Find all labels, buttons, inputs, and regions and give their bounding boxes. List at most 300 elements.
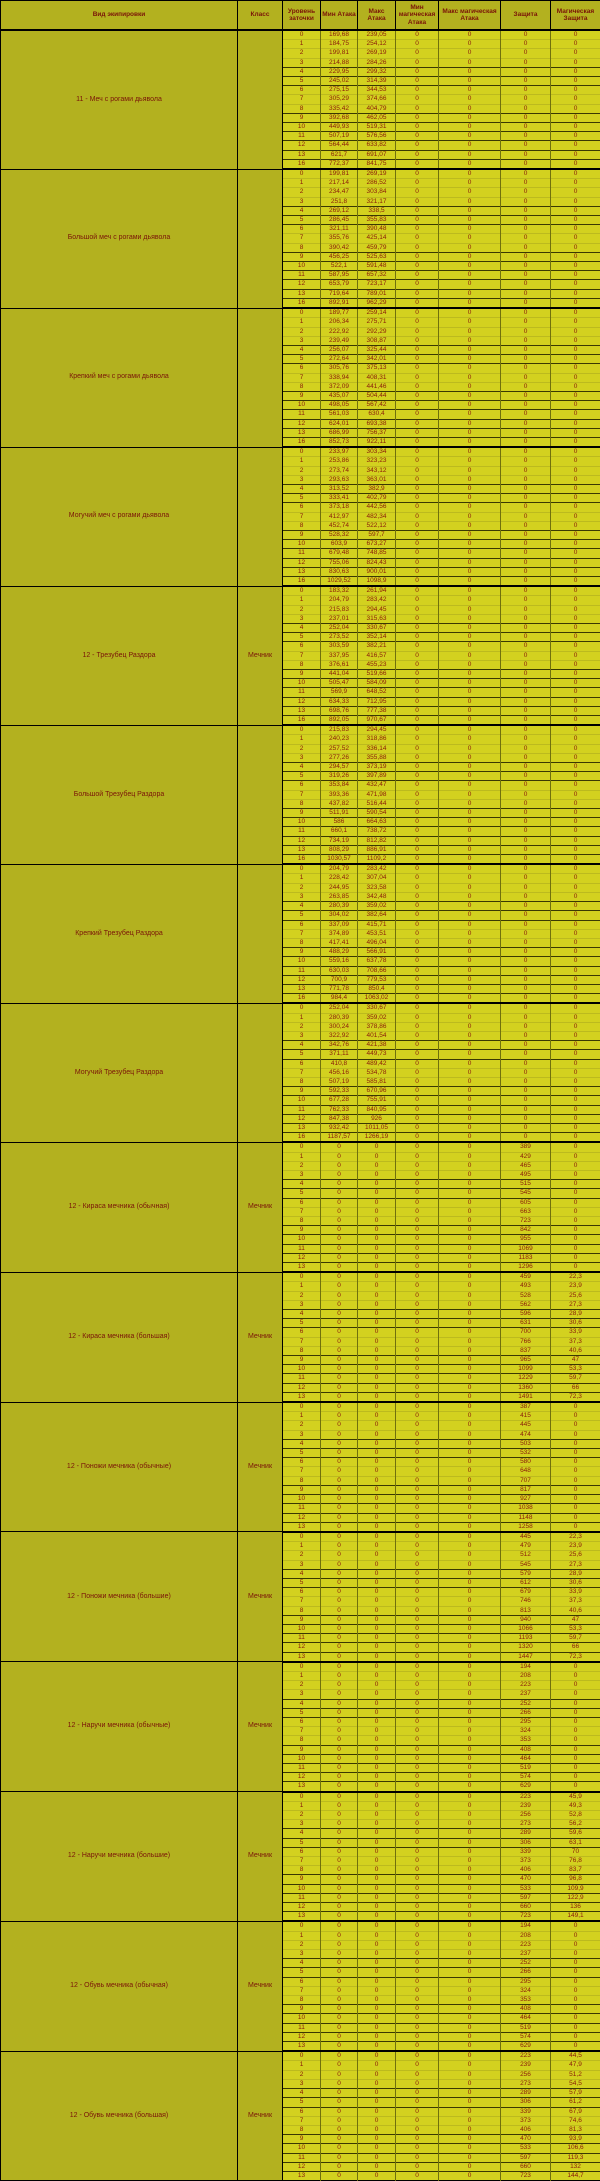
- stat-cell-enchant-level: 13: [283, 1652, 321, 1662]
- stat-cell-min-attack: 215,83: [321, 605, 358, 614]
- stat-cell-min-magic-attack: 0: [396, 1337, 439, 1346]
- stat-cell-min-magic-attack: 0: [396, 132, 439, 141]
- stat-cell-magic-defense: 0: [551, 1950, 600, 1959]
- stat-cell-max-magic-attack: 0: [439, 410, 501, 419]
- stat-cell-max-magic-attack: 0: [439, 855, 501, 865]
- stat-cell-defense: 723: [501, 2171, 551, 2180]
- stat-cell-defense: 813: [501, 1606, 551, 1615]
- stat-cell-max-attack: 0: [358, 1578, 396, 1587]
- item-class-cell: Мечник: [238, 1532, 283, 1662]
- stat-cell-defense: 0: [501, 1022, 551, 1031]
- stat-cell-defense: 0: [501, 49, 551, 58]
- stat-cell-defense: 0: [501, 58, 551, 67]
- stat-cell-enchant-level: 16: [283, 576, 321, 586]
- stat-cell-magic-defense: 0: [551, 437, 600, 447]
- stat-cell-min-attack: 0: [321, 1513, 358, 1522]
- item-name-cell: Крепкий Трезубец Раздора: [1, 864, 238, 1003]
- stat-cell-defense: 0: [501, 809, 551, 818]
- stat-cell-defense: 0: [501, 651, 551, 660]
- stat-cell-min-magic-attack: 0: [396, 1383, 439, 1392]
- stat-cell-magic-defense: 53,3: [551, 1365, 600, 1374]
- stat-cell-enchant-level: 8: [283, 660, 321, 669]
- stat-cell-defense: 0: [501, 614, 551, 623]
- stat-cell-magic-defense: 0: [551, 216, 600, 225]
- stat-cell-min-attack: 507,19: [321, 132, 358, 141]
- stat-cell-defense: 1447: [501, 1652, 551, 1662]
- stat-cell-max-attack: 0: [358, 1170, 396, 1179]
- stat-cell-min-attack: 586: [321, 818, 358, 827]
- stat-cell-max-attack: 330,67: [358, 1003, 396, 1013]
- stat-cell-min-attack: 0: [321, 1300, 358, 1309]
- stat-cell-defense: 0: [501, 818, 551, 827]
- stat-cell-enchant-level: 7: [283, 95, 321, 104]
- stat-cell-min-attack: 0: [321, 2014, 358, 2023]
- stat-cell-enchant-level: 12: [283, 2032, 321, 2041]
- stat-cell-max-attack: 0: [358, 2023, 396, 2032]
- stat-cell-max-attack: 359,02: [358, 902, 396, 911]
- stat-cell-min-attack: 222,92: [321, 327, 358, 336]
- stat-cell-magic-defense: 0: [551, 271, 600, 280]
- stat-cell-min-magic-attack: 0: [396, 1310, 439, 1319]
- stat-cell-min-magic-attack: 0: [396, 1829, 439, 1838]
- stat-cell-min-magic-attack: 0: [396, 1977, 439, 1986]
- stat-cell-min-magic-attack: 0: [396, 1847, 439, 1856]
- stat-cell-magic-defense: 0: [551, 30, 600, 40]
- stat-cell-min-attack: 559,16: [321, 957, 358, 966]
- stat-cell-enchant-level: 2: [283, 49, 321, 58]
- stat-cell-max-attack: 0: [358, 1282, 396, 1291]
- stat-cell-defense: 0: [501, 216, 551, 225]
- stat-cell-magic-defense: 0: [551, 86, 600, 95]
- stat-cell-magic-defense: 0: [551, 790, 600, 799]
- stat-cell-enchant-level: 8: [283, 1606, 321, 1615]
- stat-cell-max-magic-attack: 0: [439, 289, 501, 298]
- stat-cell-max-magic-attack: 0: [439, 1235, 501, 1244]
- stat-cell-max-attack: 886,91: [358, 845, 396, 854]
- stat-cell-enchant-level: 2: [283, 1421, 321, 1430]
- stat-cell-max-magic-attack: 0: [439, 1588, 501, 1597]
- stat-cell-min-attack: 0: [321, 1652, 358, 1662]
- stat-cell-min-attack: 0: [321, 1578, 358, 1587]
- stat-cell-max-magic-attack: 0: [439, 2014, 501, 2023]
- stat-cell-magic-defense: 0: [551, 2042, 600, 2052]
- stat-cell-max-attack: 0: [358, 2125, 396, 2134]
- stat-cell-min-attack: 0: [321, 1754, 358, 1763]
- stat-cell-max-magic-attack: 0: [439, 2098, 501, 2107]
- stat-cell-min-attack: 393,36: [321, 790, 358, 799]
- stat-cell-defense: 223: [501, 1792, 551, 1802]
- stat-cell-magic-defense: 0: [551, 576, 600, 586]
- stat-cell-min-magic-attack: 0: [396, 113, 439, 122]
- stat-cell-min-magic-attack: 0: [396, 957, 439, 966]
- stat-cell-max-attack: 0: [358, 1811, 396, 1820]
- stat-cell-max-attack: 0: [358, 1597, 396, 1606]
- stat-cell-min-magic-attack: 0: [396, 475, 439, 484]
- stat-cell-min-magic-attack: 0: [396, 1402, 439, 1412]
- stat-cell-max-magic-attack: 0: [439, 614, 501, 623]
- stat-cell-min-magic-attack: 0: [396, 2116, 439, 2125]
- stat-cell-min-magic-attack: 0: [396, 1717, 439, 1726]
- stat-cell-enchant-level: 13: [283, 845, 321, 854]
- stat-cell-min-attack: 0: [321, 1319, 358, 1328]
- stat-cell-max-magic-attack: 0: [439, 1884, 501, 1893]
- stat-cell-min-attack: 0: [321, 1467, 358, 1476]
- stat-cell-defense: 353: [501, 1736, 551, 1745]
- stat-cell-max-magic-attack: 0: [439, 1392, 501, 1402]
- stat-cell-max-magic-attack: 0: [439, 929, 501, 938]
- stat-cell-max-magic-attack: 0: [439, 95, 501, 104]
- stat-cell-max-attack: 824,43: [358, 558, 396, 567]
- stat-cell-max-attack: 0: [358, 2032, 396, 2041]
- stat-cell-min-attack: 0: [321, 1226, 358, 1235]
- stat-cell-enchant-level: 12: [283, 1383, 321, 1392]
- stat-cell-enchant-level: 16: [283, 298, 321, 308]
- stat-cell-defense: 0: [501, 1041, 551, 1050]
- stat-cell-max-attack: 401,54: [358, 1031, 396, 1040]
- stat-cell-max-attack: 567,42: [358, 401, 396, 410]
- stat-cell-max-attack: 0: [358, 1522, 396, 1532]
- stat-cell-min-attack: 771,78: [321, 984, 358, 993]
- stat-cell-max-attack: 0: [358, 1624, 396, 1633]
- stat-cell-magic-defense: 0: [551, 1504, 600, 1513]
- stat-cell-enchant-level: 6: [283, 1847, 321, 1856]
- stat-cell-max-attack: 323,23: [358, 457, 396, 466]
- stat-cell-min-attack: 0: [321, 1551, 358, 1560]
- stat-cell-max-magic-attack: 0: [439, 1811, 501, 1820]
- stat-cell-min-magic-attack: 0: [396, 651, 439, 660]
- stat-cell-min-magic-attack: 0: [396, 150, 439, 159]
- stat-cell-defense: 0: [501, 419, 551, 428]
- stat-cell-enchant-level: 3: [283, 2079, 321, 2088]
- stat-cell-enchant-level: 12: [283, 1773, 321, 1782]
- stat-cell-defense: 0: [501, 753, 551, 762]
- stat-cell-max-magic-attack: 0: [439, 1485, 501, 1494]
- stat-cell-defense: 415: [501, 1412, 551, 1421]
- stat-cell-magic-defense: 61,2: [551, 2098, 600, 2107]
- stat-cell-max-magic-attack: 0: [439, 845, 501, 854]
- stat-cell-min-magic-attack: 0: [396, 1170, 439, 1179]
- stat-cell-max-attack: 576,56: [358, 132, 396, 141]
- stat-cell-defense: 0: [501, 1087, 551, 1096]
- stat-cell-min-magic-attack: 0: [396, 1244, 439, 1253]
- stat-cell-max-magic-attack: 0: [439, 58, 501, 67]
- stat-cell-max-attack: 459,79: [358, 243, 396, 252]
- stat-cell-min-attack: 456,16: [321, 1068, 358, 1077]
- stat-cell-enchant-level: 1: [283, 179, 321, 188]
- stat-cell-min-attack: 830,63: [321, 567, 358, 576]
- stat-cell-max-attack: 425,14: [358, 234, 396, 243]
- stat-cell-max-attack: 390,48: [358, 225, 396, 234]
- stat-cell-min-magic-attack: 0: [396, 484, 439, 493]
- stat-cell-enchant-level: 10: [283, 262, 321, 271]
- stat-cell-enchant-level: 7: [283, 234, 321, 243]
- stat-cell-max-attack: 0: [358, 1337, 396, 1346]
- stat-cell-magic-defense: 0: [551, 503, 600, 512]
- stat-cell-magic-defense: 0: [551, 1207, 600, 1216]
- stat-cell-min-magic-attack: 0: [396, 2135, 439, 2144]
- stat-cell-min-magic-attack: 0: [396, 1652, 439, 1662]
- stat-cell-enchant-level: 13: [283, 289, 321, 298]
- stat-cell-enchant-level: 10: [283, 818, 321, 827]
- stat-cell-min-magic-attack: 0: [396, 1606, 439, 1615]
- stat-cell-enchant-level: 1: [283, 1152, 321, 1161]
- stat-cell-min-magic-attack: 0: [396, 1727, 439, 1736]
- stat-cell-max-attack: 0: [358, 1207, 396, 1216]
- table-row: [1, 308, 600, 318]
- stat-cell-max-magic-attack: 0: [439, 457, 501, 466]
- stat-cell-max-attack: 441,46: [358, 382, 396, 391]
- stat-cell-enchant-level: 6: [283, 1588, 321, 1597]
- stat-cell-min-magic-attack: 0: [396, 1866, 439, 1875]
- stat-cell-enchant-level: 7: [283, 1337, 321, 1346]
- stat-cell-magic-defense: 0: [551, 697, 600, 706]
- stat-cell-max-attack: 0: [358, 1615, 396, 1624]
- stat-cell-defense: 0: [501, 1013, 551, 1022]
- stat-cell-defense: 0: [501, 95, 551, 104]
- stat-cell-defense: 0: [501, 289, 551, 298]
- stat-cell-max-attack: 449,73: [358, 1050, 396, 1059]
- stat-cell-enchant-level: 2: [283, 188, 321, 197]
- stat-cell-max-attack: 0: [358, 1912, 396, 1922]
- stat-cell-enchant-level: 2: [283, 327, 321, 336]
- stat-cell-max-attack: 0: [358, 1708, 396, 1717]
- stat-cell-min-attack: 624,01: [321, 419, 358, 428]
- stat-cell-min-attack: 214,88: [321, 58, 358, 67]
- stat-cell-max-magic-attack: 0: [439, 1875, 501, 1884]
- stat-cell-defense: 528: [501, 1291, 551, 1300]
- stat-cell-enchant-level: 8: [283, 243, 321, 252]
- stat-cell-magic-defense: 0: [551, 688, 600, 697]
- stat-cell-magic-defense: 0: [551, 1690, 600, 1699]
- stat-cell-enchant-level: 4: [283, 67, 321, 76]
- stat-cell-defense: 746: [501, 1597, 551, 1606]
- stat-cell-magic-defense: 0: [551, 855, 600, 865]
- stat-cell-magic-defense: 0: [551, 1402, 600, 1412]
- stat-cell-max-attack: 0: [358, 1532, 396, 1542]
- stat-cell-defense: 1148: [501, 1513, 551, 1522]
- stat-cell-enchant-level: 3: [283, 1820, 321, 1829]
- stat-cell-max-magic-attack: 0: [439, 1838, 501, 1847]
- stat-cell-enchant-level: 4: [283, 484, 321, 493]
- stat-cell-min-magic-attack: 0: [396, 179, 439, 188]
- stat-cell-enchant-level: 1: [283, 1671, 321, 1680]
- stat-cell-defense: 605: [501, 1198, 551, 1207]
- stat-cell-enchant-level: 5: [283, 494, 321, 503]
- stat-cell-min-attack: 528,32: [321, 530, 358, 539]
- stat-cell-defense: 429: [501, 1152, 551, 1161]
- stat-cell-enchant-level: 13: [283, 984, 321, 993]
- stat-cell-max-magic-attack: 0: [439, 1699, 501, 1708]
- stat-cell-magic-defense: 0: [551, 188, 600, 197]
- stat-cell-min-attack: 449,93: [321, 123, 358, 132]
- stat-cell-magic-defense: 0: [551, 624, 600, 633]
- stat-cell-magic-defense: 54,5: [551, 2079, 600, 2088]
- stat-cell-max-magic-attack: 0: [439, 1272, 501, 1282]
- stat-cell-max-attack: 307,04: [358, 874, 396, 883]
- stat-cell-max-attack: 0: [358, 1792, 396, 1802]
- stat-cell-max-attack: 900,01: [358, 567, 396, 576]
- stat-cell-max-attack: 0: [358, 1365, 396, 1374]
- stat-cell-min-magic-attack: 0: [396, 1013, 439, 1022]
- stat-cell-defense: 464: [501, 2014, 551, 2023]
- stat-cell-min-attack: 0: [321, 1430, 358, 1439]
- stat-cell-min-attack: 204,79: [321, 596, 358, 605]
- stat-cell-max-magic-attack: 0: [439, 30, 501, 40]
- stat-cell-min-attack: 0: [321, 2032, 358, 2041]
- stat-cell-magic-defense: 0: [551, 874, 600, 883]
- stat-cell-max-attack: 0: [358, 1847, 396, 1856]
- stat-cell-magic-defense: 0: [551, 1133, 600, 1143]
- stat-cell-min-attack: 376,61: [321, 660, 358, 669]
- stat-cell-max-magic-attack: 0: [439, 521, 501, 530]
- stat-cell-defense: 0: [501, 466, 551, 475]
- stat-cell-min-magic-attack: 0: [396, 1884, 439, 1893]
- stat-cell-max-attack: 0: [358, 1495, 396, 1504]
- stat-cell-defense: 631: [501, 1319, 551, 1328]
- stat-cell-enchant-level: 0: [283, 1662, 321, 1672]
- stat-cell-defense: 295: [501, 1977, 551, 1986]
- stat-cell-defense: 0: [501, 567, 551, 576]
- stat-cell-max-magic-attack: 0: [439, 2070, 501, 2079]
- stat-cell-max-attack: 0: [358, 2005, 396, 2014]
- stat-cell-min-attack: 0: [321, 1977, 358, 1986]
- stat-cell-magic-defense: 72,3: [551, 1392, 600, 1402]
- stat-cell-min-magic-attack: 0: [396, 735, 439, 744]
- stat-cell-enchant-level: 10: [283, 1495, 321, 1504]
- stat-cell-defense: 0: [501, 892, 551, 901]
- stat-cell-max-attack: 416,57: [358, 651, 396, 660]
- stat-cell-max-attack: 850,4: [358, 984, 396, 993]
- stat-cell-min-attack: 0: [321, 2153, 358, 2162]
- stat-cell-max-attack: 338,5: [358, 206, 396, 215]
- stat-cell-min-magic-attack: 0: [396, 1551, 439, 1560]
- stat-cell-enchant-level: 4: [283, 1180, 321, 1189]
- stat-cell-defense: 0: [501, 447, 551, 457]
- stat-cell-enchant-level: 2: [283, 1681, 321, 1690]
- stat-cell-max-attack: 352,14: [358, 633, 396, 642]
- stat-cell-defense: 237: [501, 1690, 551, 1699]
- stat-cell-max-attack: 0: [358, 1328, 396, 1337]
- stat-cell-magic-defense: 0: [551, 512, 600, 521]
- stat-cell-min-attack: 634,33: [321, 697, 358, 706]
- stat-cell-enchant-level: 8: [283, 1476, 321, 1485]
- stat-cell-magic-defense: 0: [551, 596, 600, 605]
- stat-cell-magic-defense: 0: [551, 994, 600, 1004]
- stat-cell-enchant-level: 3: [283, 1031, 321, 1040]
- stat-cell-max-attack: 0: [358, 1180, 396, 1189]
- stat-cell-min-magic-attack: 0: [396, 994, 439, 1004]
- stat-cell-max-attack: 432,47: [358, 781, 396, 790]
- stat-cell-enchant-level: 13: [283, 1782, 321, 1792]
- col-header-equipment-type: Вид экипировки: [1, 1, 238, 31]
- stat-cell-min-attack: 0: [321, 1690, 358, 1699]
- stat-cell-max-attack: 1063,02: [358, 994, 396, 1004]
- stat-cell-enchant-level: 7: [283, 790, 321, 799]
- stat-cell-defense: 1296: [501, 1263, 551, 1273]
- stat-cell-min-magic-attack: 0: [396, 1950, 439, 1959]
- stat-cell-min-magic-attack: 0: [396, 382, 439, 391]
- stat-cell-max-magic-attack: 0: [439, 1986, 501, 1995]
- stat-cell-max-magic-attack: 0: [439, 364, 501, 373]
- stat-cell-enchant-level: 1: [283, 40, 321, 49]
- item-name-cell: Могучий Трезубец Раздора: [1, 1003, 238, 1142]
- table-row: [1, 1532, 600, 1542]
- stat-cell-min-magic-attack: 0: [396, 586, 439, 596]
- stat-cell-magic-defense: 0: [551, 336, 600, 345]
- stat-cell-min-attack: 441,04: [321, 670, 358, 679]
- stat-cell-magic-defense: 0: [551, 1217, 600, 1226]
- stat-cell-min-attack: 240,23: [321, 735, 358, 744]
- stat-cell-defense: 0: [501, 457, 551, 466]
- stat-cell-max-attack: 0: [358, 1838, 396, 1847]
- stat-cell-enchant-level: 0: [283, 169, 321, 179]
- table-row: [1, 1921, 600, 1931]
- stat-cell-enchant-level: 2: [283, 744, 321, 753]
- stat-cell-min-magic-attack: 0: [396, 1467, 439, 1476]
- stat-cell-defense: 0: [501, 252, 551, 261]
- stat-cell-max-attack: 408,31: [358, 373, 396, 382]
- item-class-cell: Мечник: [238, 1792, 283, 1922]
- stat-cell-min-attack: 253,86: [321, 457, 358, 466]
- stat-cell-max-attack: 283,42: [358, 596, 396, 605]
- stat-cell-min-attack: 0: [321, 1282, 358, 1291]
- stat-cell-min-magic-attack: 0: [396, 892, 439, 901]
- stat-cell-max-attack: 1098,9: [358, 576, 396, 586]
- stat-cell-defense: 194: [501, 1921, 551, 1931]
- stat-cell-max-magic-attack: 0: [439, 512, 501, 521]
- stat-cell-max-magic-attack: 0: [439, 1105, 501, 1114]
- stat-cell-max-magic-attack: 0: [439, 1866, 501, 1875]
- stat-cell-magic-defense: 0: [551, 642, 600, 651]
- stat-cell-enchant-level: 4: [283, 206, 321, 215]
- stat-cell-max-attack: 0: [358, 1346, 396, 1355]
- stat-cell-min-magic-attack: 0: [396, 1189, 439, 1198]
- stat-cell-min-magic-attack: 0: [396, 104, 439, 113]
- stat-cell-enchant-level: 13: [283, 428, 321, 437]
- stat-cell-max-magic-attack: 0: [439, 735, 501, 744]
- stat-cell-min-attack: 280,39: [321, 902, 358, 911]
- stat-cell-min-attack: 0: [321, 1717, 358, 1726]
- stat-cell-magic-defense: 0: [551, 475, 600, 484]
- stat-cell-min-attack: 0: [321, 1189, 358, 1198]
- stat-cell-min-magic-attack: 0: [396, 503, 439, 512]
- stat-cell-defense: 0: [501, 512, 551, 521]
- header-row: [1, 1, 600, 31]
- stat-cell-magic-defense: 0: [551, 2032, 600, 2041]
- stat-cell-max-attack: 0: [358, 1310, 396, 1319]
- stat-cell-enchant-level: 3: [283, 892, 321, 901]
- stat-cell-magic-defense: 0: [551, 345, 600, 354]
- stat-cell-magic-defense: 0: [551, 1773, 600, 1782]
- stat-cell-defense: 0: [501, 763, 551, 772]
- stat-cell-magic-defense: 0: [551, 902, 600, 911]
- stat-cell-min-magic-attack: 0: [396, 280, 439, 289]
- stat-cell-min-attack: 0: [321, 1569, 358, 1578]
- stat-cell-min-attack: 342,76: [321, 1041, 358, 1050]
- stat-cell-max-magic-attack: 0: [439, 1736, 501, 1745]
- stat-cell-defense: 479: [501, 1542, 551, 1551]
- stat-cell-enchant-level: 12: [283, 836, 321, 845]
- stat-cell-min-attack: 252,04: [321, 624, 358, 633]
- stat-cell-max-attack: 421,38: [358, 1041, 396, 1050]
- stat-cell-enchant-level: 8: [283, 1077, 321, 1086]
- stat-cell-min-magic-attack: 0: [396, 327, 439, 336]
- stat-cell-min-attack: 660,1: [321, 827, 358, 836]
- stat-cell-min-magic-attack: 0: [396, 58, 439, 67]
- stat-cell-defense: 0: [501, 428, 551, 437]
- stat-cell-max-magic-attack: 0: [439, 1513, 501, 1522]
- stat-cell-max-attack: 462,05: [358, 113, 396, 122]
